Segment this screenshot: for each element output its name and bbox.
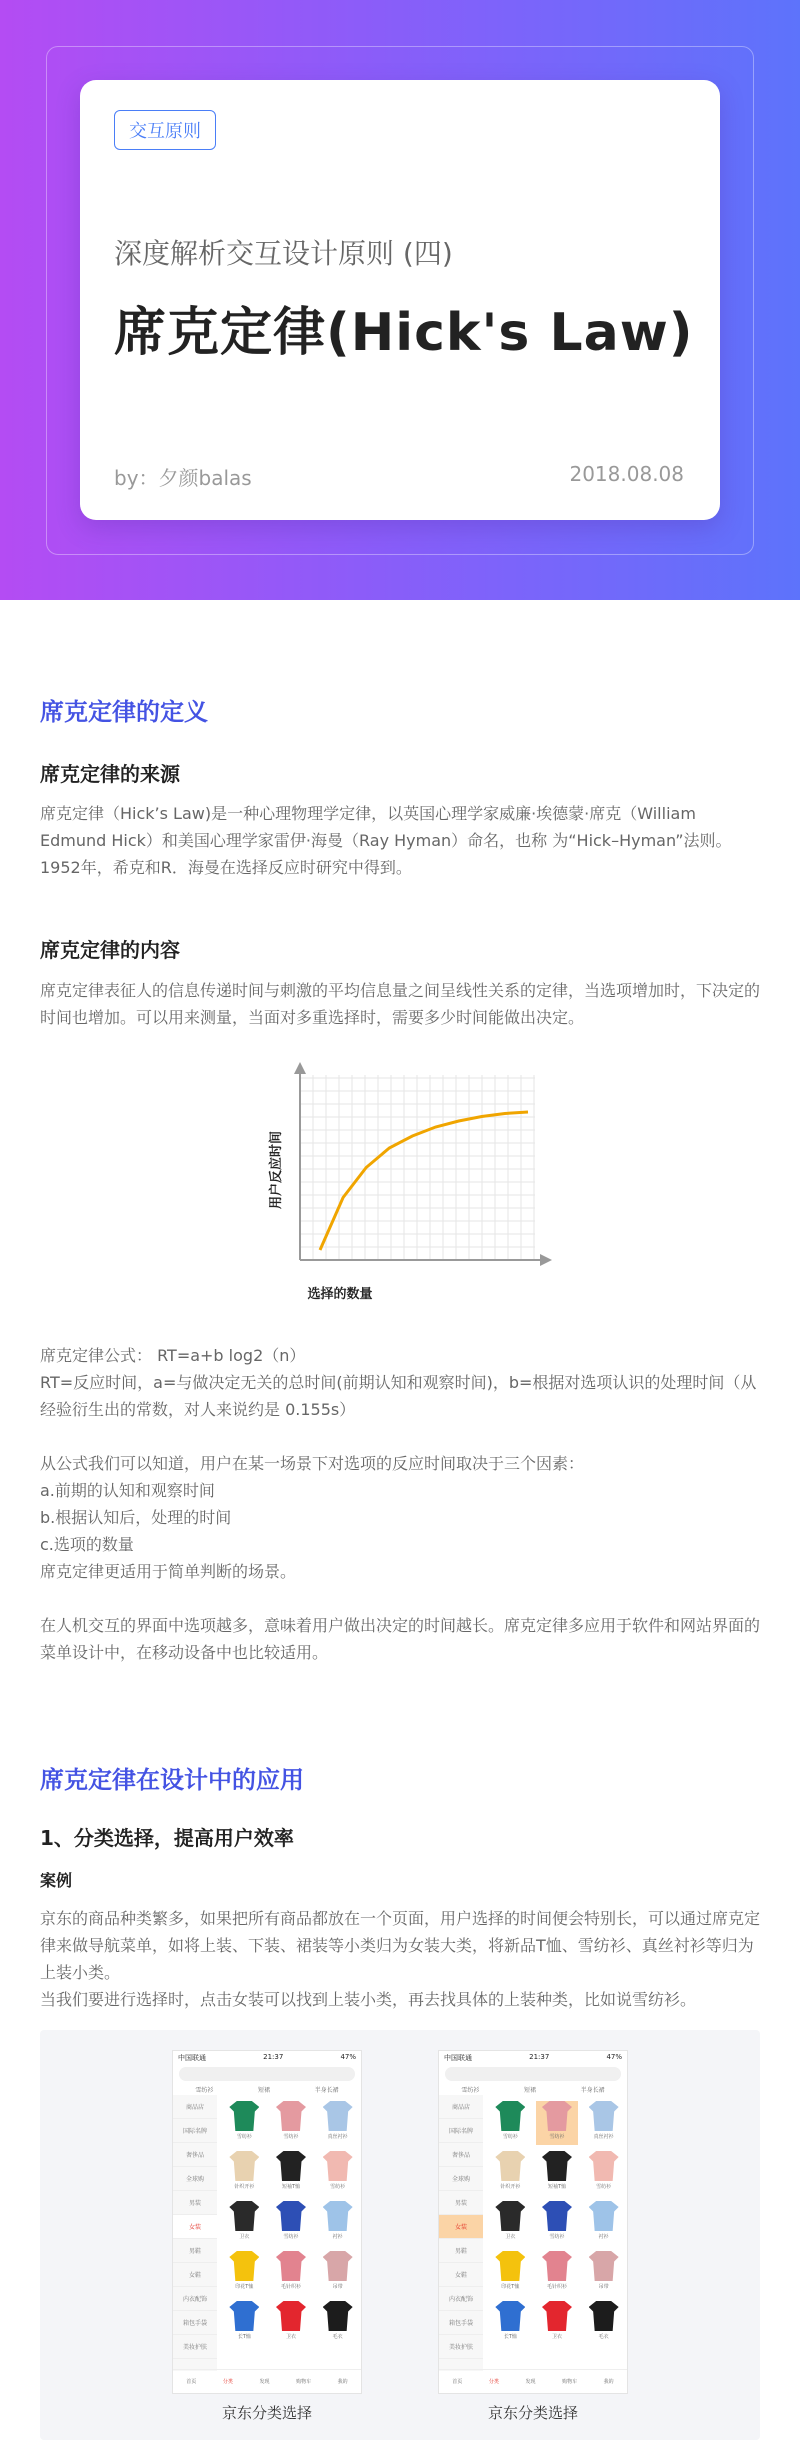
sidebar-item[interactable]: 箱包手袋 bbox=[439, 2311, 483, 2335]
clock-label: 21:37 bbox=[529, 2053, 550, 2061]
phone-caption-right: 京东分类选择 bbox=[487, 2404, 578, 2422]
phone-body bbox=[173, 2095, 361, 2371]
nav-item[interactable]: 我的 bbox=[337, 2379, 348, 2385]
product-item[interactable] bbox=[582, 2251, 625, 2295]
garment-icon bbox=[589, 2151, 619, 2181]
product-label: 印花T恤 bbox=[235, 2284, 254, 2290]
garment-icon bbox=[276, 2251, 306, 2281]
garment-icon bbox=[495, 2301, 525, 2331]
product-item[interactable] bbox=[536, 2201, 579, 2245]
sidebar-item[interactable]: 男装 bbox=[173, 2191, 217, 2215]
title-card bbox=[80, 80, 720, 520]
product-label: 卫衣 bbox=[505, 2234, 516, 2240]
tab-item[interactable]: 半身长裙 bbox=[580, 2086, 605, 2094]
search-input[interactable] bbox=[445, 2067, 621, 2081]
product-label: 吊带 bbox=[332, 2284, 343, 2290]
tab-item[interactable]: 半身长裙 bbox=[314, 2086, 339, 2094]
tab-item[interactable]: 雪纺衫 bbox=[461, 2086, 480, 2094]
product-label: 毛针织衫 bbox=[546, 2284, 567, 2290]
phone-screenshots-panel bbox=[40, 2030, 760, 2440]
sidebar-item[interactable]: 商品店 bbox=[173, 2095, 217, 2119]
product-item[interactable] bbox=[536, 2151, 579, 2195]
garment-icon bbox=[229, 2151, 259, 2181]
nav-item[interactable]: 购物车 bbox=[562, 2379, 578, 2385]
product-item[interactable] bbox=[536, 2251, 579, 2295]
paragraph-content: 席克定律表征人的信息传递时间与刺激的平均信息量之间呈线性关系的定律，当选项增加时，下决定的时间也增加。可以用来测量，当面对多重选择时，需要多少时间能做出决定。 bbox=[40, 981, 761, 1027]
garment-icon bbox=[229, 2301, 259, 2331]
product-item[interactable] bbox=[270, 2201, 313, 2245]
category-tag[interactable]: 交互原则 bbox=[114, 110, 216, 150]
product-item[interactable] bbox=[489, 2201, 532, 2245]
chart-grid bbox=[300, 1075, 535, 1260]
subheading-point1: 1、分类选择，提高用户效率 bbox=[40, 1826, 294, 1850]
garment-icon bbox=[323, 2201, 353, 2231]
category-sidebar bbox=[439, 2095, 483, 2371]
sidebar-item[interactable]: 女装 bbox=[173, 2215, 217, 2239]
nav-item[interactable]: 首页 bbox=[452, 2379, 463, 2385]
garment-icon bbox=[542, 2101, 572, 2131]
battery-label: 47% bbox=[606, 2053, 622, 2061]
paragraph-case-1: 京东的商品种类繁多，如果把所有商品都放在一个页面，用户选择的时间便会特别长，可以通过席克定律来做导航菜单，如将上装、下装、裙装等小类归为女装大类，将新品T恤、雪纺衫、真丝衬衫等归为上装小类。 bbox=[40, 1909, 761, 1982]
product-item[interactable] bbox=[223, 2101, 266, 2145]
garment-icon bbox=[229, 2251, 259, 2281]
garment-icon bbox=[323, 2251, 353, 2281]
paragraph-formula: 席克定律公式： RT=a+b log2（n） bbox=[40, 1346, 306, 1365]
garment-icon bbox=[229, 2201, 259, 2231]
subheading-content: 席克定律的内容 bbox=[40, 938, 180, 962]
product-label: 衬衫 bbox=[598, 2234, 609, 2240]
sidebar-item[interactable]: 女装 bbox=[439, 2215, 483, 2239]
garment-icon bbox=[276, 2301, 306, 2331]
garment-icon bbox=[589, 2201, 619, 2231]
phone-status-bar bbox=[173, 2051, 361, 2065]
product-item[interactable] bbox=[223, 2251, 266, 2295]
garment-icon bbox=[323, 2301, 353, 2331]
product-label: 雪纺衫 bbox=[283, 2134, 299, 2140]
phone-screenshot-left bbox=[172, 2050, 362, 2394]
carrier-label: 中国联通 bbox=[178, 2054, 206, 2062]
sidebar-item[interactable]: 全球购 bbox=[439, 2167, 483, 2191]
product-item[interactable] bbox=[270, 2151, 313, 2195]
product-label: 雪纺衫 bbox=[502, 2134, 518, 2140]
sidebar-item[interactable]: 男鞋 bbox=[173, 2239, 217, 2263]
product-label: 真丝衬衫 bbox=[593, 2134, 614, 2140]
tab-item[interactable]: 雪纺衫 bbox=[195, 2086, 214, 2094]
section-heading-application: 席克定律在设计中的应用 bbox=[40, 1766, 304, 1794]
product-label: 雪纺衫 bbox=[549, 2234, 565, 2240]
sidebar-item[interactable]: 男装 bbox=[439, 2191, 483, 2215]
sidebar-item[interactable]: 女鞋 bbox=[173, 2263, 217, 2287]
product-item[interactable] bbox=[223, 2301, 266, 2345]
garment-icon bbox=[495, 2151, 525, 2181]
nav-item[interactable]: 分类 bbox=[222, 2379, 233, 2385]
subheading-case: 案例 bbox=[40, 1871, 73, 1890]
product-label: 真丝衬衫 bbox=[327, 2134, 348, 2140]
product-label: 衬衫 bbox=[332, 2234, 343, 2240]
product-item[interactable] bbox=[316, 2201, 359, 2245]
factor-b: b.根据认知后，处理的时间 bbox=[40, 1508, 232, 1527]
carrier-label: 中国联通 bbox=[444, 2054, 472, 2062]
x-axis-label: 选择的数量 bbox=[307, 1287, 373, 1302]
paragraph-case-2: 当我们要进行选择时，点击女装可以找到上装小类，再去找具体的上装种类，比如说雪纺衫。 bbox=[40, 1990, 697, 2009]
author-byline: by：夕颜balas bbox=[114, 466, 252, 490]
phone-caption-left: 京东分类选择 bbox=[221, 2404, 312, 2422]
sidebar-item[interactable]: 奢侈品 bbox=[173, 2143, 217, 2167]
tab-item[interactable]: 短裙 bbox=[523, 2086, 536, 2094]
product-item[interactable] bbox=[489, 2101, 532, 2145]
factor-note: 席克定律更适用于简单判断的场景。 bbox=[40, 1562, 297, 1581]
sidebar-item[interactable]: 全球购 bbox=[173, 2167, 217, 2191]
product-label: 雪纺衫 bbox=[236, 2134, 252, 2140]
product-label: 雪纺衫 bbox=[549, 2134, 565, 2140]
product-label: 雪纺衫 bbox=[596, 2184, 612, 2190]
sidebar-item[interactable]: 内衣配饰 bbox=[439, 2287, 483, 2311]
battery-label: 47% bbox=[340, 2053, 356, 2061]
nav-item[interactable]: 首页 bbox=[186, 2379, 197, 2385]
sidebar-item[interactable]: 女鞋 bbox=[439, 2263, 483, 2287]
product-label: 卫衣 bbox=[239, 2234, 250, 2240]
factor-a: a.前期的认知和观察时间 bbox=[40, 1481, 215, 1500]
garment-icon bbox=[542, 2251, 572, 2281]
product-label: 毛衣 bbox=[332, 2334, 343, 2340]
product-label: 短袖T恤 bbox=[547, 2184, 567, 2190]
product-item[interactable] bbox=[223, 2201, 266, 2245]
product-item[interactable] bbox=[316, 2301, 359, 2345]
subheading-origin: 席克定律的来源 bbox=[40, 762, 180, 786]
phone-body bbox=[439, 2095, 627, 2371]
nav-item[interactable]: 分类 bbox=[488, 2379, 499, 2385]
phone-screenshot-right bbox=[438, 2050, 628, 2394]
category-tabs bbox=[439, 2083, 627, 2095]
sidebar-item[interactable]: 内衣配饰 bbox=[173, 2287, 217, 2311]
clock-label: 21:37 bbox=[263, 2053, 284, 2061]
garment-icon bbox=[589, 2101, 619, 2131]
product-item[interactable] bbox=[316, 2101, 359, 2145]
nav-item[interactable]: 发现 bbox=[259, 2379, 270, 2385]
article-title: 席克定律(Hick's Law) bbox=[114, 303, 694, 363]
nav-item[interactable]: 我的 bbox=[603, 2379, 614, 2385]
product-label: 卫衣 bbox=[551, 2334, 562, 2340]
category-tabs bbox=[173, 2083, 361, 2095]
product-label: 长T恤 bbox=[237, 2334, 251, 2340]
paragraph-factors-intro: 从公式我们可以知道，用户在某一场景下对选项的反应时间取决于三个因素： bbox=[40, 1454, 585, 1473]
garment-icon bbox=[589, 2251, 619, 2281]
product-grid bbox=[223, 2101, 359, 2345]
bottom-nav bbox=[173, 2369, 361, 2393]
garment-icon bbox=[229, 2101, 259, 2131]
product-item[interactable] bbox=[270, 2301, 313, 2345]
product-label: 雪纺衫 bbox=[330, 2184, 346, 2190]
product-item[interactable] bbox=[536, 2101, 579, 2145]
product-label: 雪纺衫 bbox=[283, 2234, 299, 2240]
paragraph-origin: 席克定律（Hick’s Law)是一种心理物理学定律，以英国心理学家威廉·埃德蒙·席克（William Edmund Hick）和美国心理学家雷伊·海曼（Ray Hyman）命名，也称 为“Hick–Hyman”法则。1952年，希克和R．海曼在选择反应时研究中得到。 bbox=[40, 804, 732, 877]
product-label: 短袖T恤 bbox=[281, 2184, 301, 2190]
product-item[interactable] bbox=[316, 2151, 359, 2195]
product-item[interactable] bbox=[582, 2151, 625, 2195]
sidebar-item[interactable]: 箱包手袋 bbox=[173, 2311, 217, 2335]
garment-icon bbox=[323, 2151, 353, 2181]
y-axis-label: 用户反应时间 bbox=[269, 1130, 284, 1210]
product-label: 卫衣 bbox=[285, 2334, 296, 2340]
product-item[interactable] bbox=[536, 2301, 579, 2345]
section-heading-definition: 席克定律的定义 bbox=[40, 698, 208, 726]
x-axis-arrow bbox=[540, 1254, 552, 1266]
product-label: 毛衣 bbox=[598, 2334, 609, 2340]
garment-icon bbox=[542, 2301, 572, 2331]
bottom-nav bbox=[439, 2369, 627, 2393]
phone-status-bar bbox=[439, 2051, 627, 2065]
product-label: 吊带 bbox=[598, 2284, 609, 2290]
product-item[interactable] bbox=[223, 2151, 266, 2195]
paragraph-formula-desc: RT=反应时间，a=与做决定无关的总时间(前期认知和观察时间)，b=根据对选项认识的处理时间（从经验衍生出的常数，对人来说约是 0.155s） bbox=[40, 1373, 757, 1419]
nav-item[interactable]: 发现 bbox=[525, 2379, 536, 2385]
sidebar-item[interactable]: 奢侈品 bbox=[439, 2143, 483, 2167]
sidebar-item[interactable]: 美妆护肤 bbox=[439, 2335, 483, 2359]
product-item[interactable] bbox=[270, 2251, 313, 2295]
hick-law-chart bbox=[260, 1060, 560, 1310]
tab-item[interactable]: 短裙 bbox=[257, 2086, 270, 2094]
garment-icon bbox=[276, 2151, 306, 2181]
sidebar-item[interactable]: 美妆护肤 bbox=[173, 2335, 217, 2359]
garment-icon bbox=[276, 2101, 306, 2131]
garment-icon bbox=[495, 2101, 525, 2131]
product-grid bbox=[489, 2101, 625, 2345]
product-item[interactable] bbox=[489, 2251, 532, 2295]
product-label: 印花T恤 bbox=[501, 2284, 520, 2290]
y-axis-arrow bbox=[294, 1062, 306, 1074]
product-item[interactable] bbox=[270, 2101, 313, 2145]
factor-c: c.选项的数量 bbox=[40, 1535, 134, 1554]
sidebar-item[interactable]: 国际名牌 bbox=[439, 2119, 483, 2143]
garment-icon bbox=[495, 2251, 525, 2281]
publish-date: 2018.08.08 bbox=[569, 462, 684, 486]
product-label: 长T恤 bbox=[503, 2334, 517, 2340]
product-item[interactable] bbox=[489, 2151, 532, 2195]
product-item[interactable] bbox=[582, 2101, 625, 2145]
garment-icon bbox=[323, 2101, 353, 2131]
product-item[interactable] bbox=[316, 2251, 359, 2295]
garment-icon bbox=[589, 2301, 619, 2331]
garment-icon bbox=[276, 2201, 306, 2231]
paragraph-ui: 在人机交互的界面中选项越多，意味着用户做出决定的时间越长。席克定律多应用于软件和网站界面的菜单设计中，在移动设备中也比较适用。 bbox=[40, 1616, 761, 1662]
nav-item[interactable]: 购物车 bbox=[296, 2379, 312, 2385]
sidebar-item[interactable]: 商品店 bbox=[439, 2095, 483, 2119]
search-input[interactable] bbox=[179, 2067, 355, 2081]
series-line-response-time bbox=[320, 1112, 528, 1250]
sidebar-item[interactable]: 男鞋 bbox=[439, 2239, 483, 2263]
hero-banner bbox=[0, 0, 800, 600]
garment-icon bbox=[542, 2151, 572, 2181]
category-sidebar bbox=[173, 2095, 217, 2371]
product-label: 毛针织衫 bbox=[280, 2284, 301, 2290]
product-item[interactable] bbox=[582, 2301, 625, 2345]
sidebar-item[interactable]: 国际名牌 bbox=[173, 2119, 217, 2143]
garment-icon bbox=[495, 2201, 525, 2231]
article-subtitle: 深度解析交互设计原则 (四) bbox=[114, 237, 453, 270]
product-label: 针织开衫 bbox=[234, 2184, 255, 2190]
garment-icon bbox=[542, 2201, 572, 2231]
product-item[interactable] bbox=[489, 2301, 532, 2345]
product-item[interactable] bbox=[582, 2201, 625, 2245]
product-label: 针织开衫 bbox=[500, 2184, 521, 2190]
